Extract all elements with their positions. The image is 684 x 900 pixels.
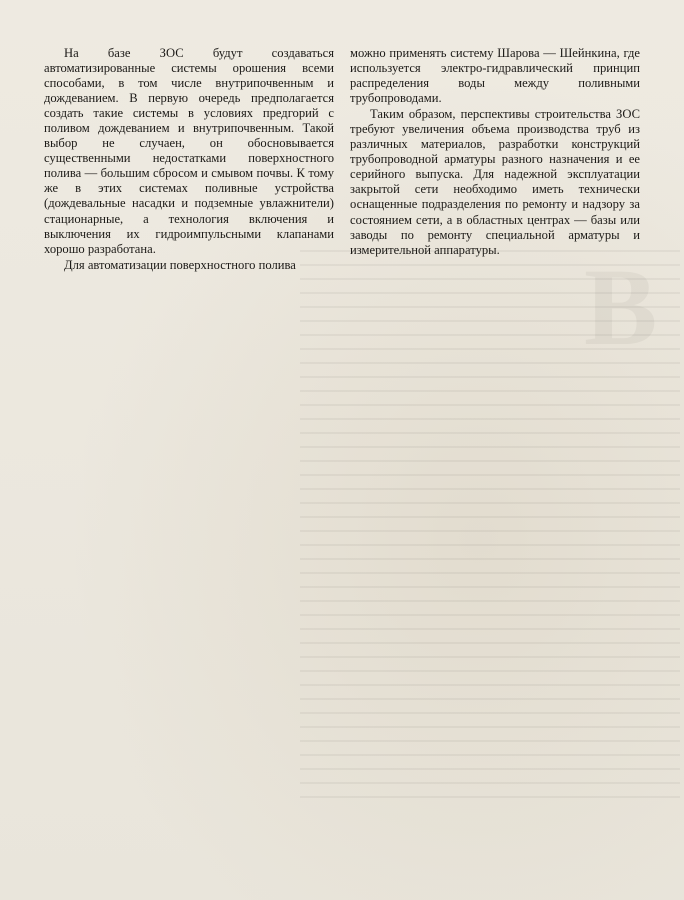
show-through-letter: В [584,246,658,368]
show-through-texture [300,250,680,810]
right-paragraph-2: Таким образом, перспективы строительства ЗОС требуют увеличения объема производства труб из различных материалов, разработки конструкций трубопроводной арматуры разного назначения и ее серийного выпуска. Для надежной эксплуатации закрытой сети необходимо иметь технически оснащенные подразделения по ремонту и надзору за состоянием сети, а в областных центрах — базы или заводы по ремонту специальной арматуры и измерительной аппаратуры. [350,107,640,257]
left-paragraph-2: Для автоматизации поверхностного полива [64,257,296,272]
right-text-column [350,46,640,259]
left-text-column [44,46,334,274]
right-paragraph-1: можно применять систему Шарова — Шейнкина, где используется электро-гидравлический принцип распределения воды между поливными трубопроводами. [350,46,640,106]
left-paragraph-1: На базе ЗОС будут создаваться автоматизированные системы орошения всеми способами, в том числе внутрипочвенным и дождеванием. В первую очередь предполагается создать такие системы в условиях предгорий с поливом дождеванием и внутрипочвенным. Такой выбор не случаен, он обосновывается существенными недостатками поверхностного полива — большим сбросом и смывом почвы. К тому же в этих системах поливные устройства (дождевальные насадки и подземные увлажнители) стационарные, а технология включения и выключения их гидроимпульсными клапанами хорошо разработана. [44,46,334,256]
